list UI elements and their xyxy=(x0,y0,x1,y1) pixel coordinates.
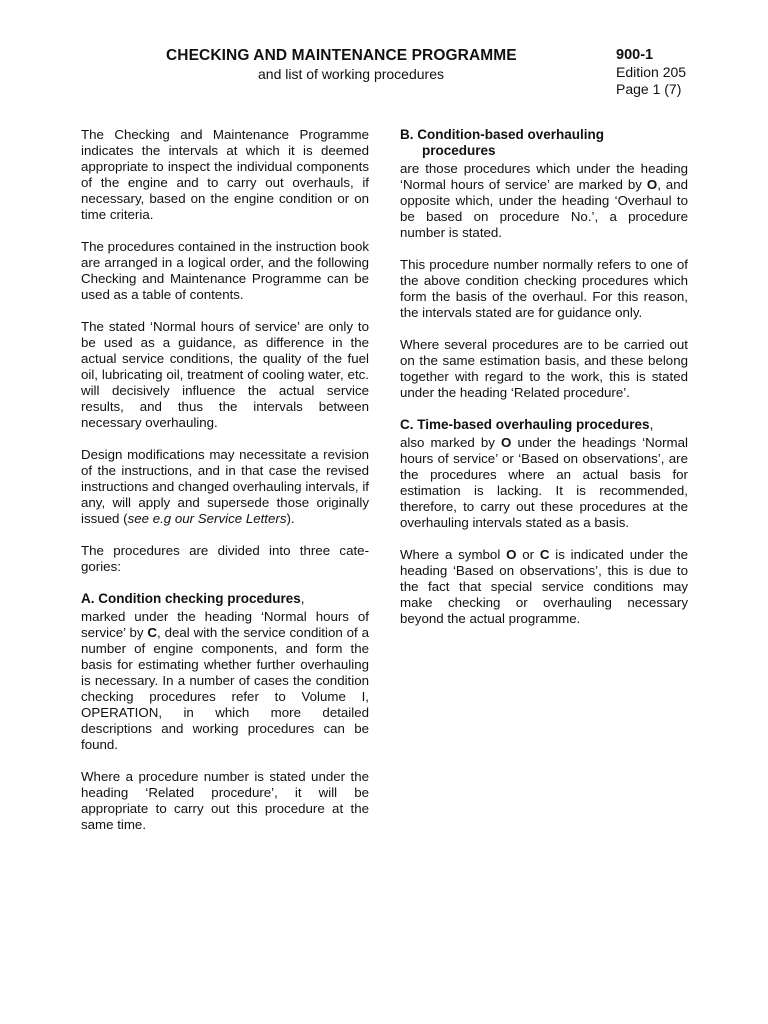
page-number: Page 1 (7) xyxy=(616,81,682,97)
section-c-text-end: under the headings ‘Normal hours of service’ or ‘Based on observations’, are the procedures where an actual basis for estimation is lacking. It is recommended, therefore, to carry out these procedures at the overhauling intervals stated as a basis. xyxy=(400,435,688,530)
section-a-text-end: , deal with the service condition of a number of engine components, and form the basis for estimating whether further overhauling is necessary. In a number of cases the condition checking procedures refer to Volume I, OPERATION, in which more detailed descriptions and working procedures can be found. xyxy=(81,625,370,752)
section-a-comma: , xyxy=(300,591,305,606)
design-mod-text-end: ). xyxy=(286,511,295,526)
symbol-note-or: or xyxy=(516,547,540,562)
edition-label: Edition 205 xyxy=(616,64,687,80)
several-procedures-paragraph: Where several procedures are to be carried out on the same estimation basis, and these belong together with regard to the work, this is stated under the heading ‘Related procedure’. xyxy=(400,337,688,400)
related-procedure-paragraph: Where a procedure number is stated under the heading ‘Related procedure’, it will be appropriate to carry out this procedure at the same time. xyxy=(81,769,369,832)
symbol-note-text-end: is indicated under the heading ‘Based on observations’, this is due to the fact that special service conditions may make checking or overhauling necessary beyond the actual programme. xyxy=(400,547,688,626)
section-b-text: are those procedures which under the heading ‘Normal hours of service’ are marked by xyxy=(400,161,688,192)
design-mod-text: Design modifications may necessitate a revision of the instructions, and in that case the revised instructions and changed overhauling intervals, if any, will apply and supersede those originally issued ( xyxy=(81,447,369,526)
section-b-heading xyxy=(400,127,688,159)
symbol-note-paragraph xyxy=(400,547,688,627)
section-b-title-line2: procedures xyxy=(422,143,496,158)
document-subtitle: and list of working procedures xyxy=(258,66,444,82)
normal-hours-paragraph: The stated ‘Normal hours of service’ are only to be used as a guidance, as difference in the actual service conditions, the quality of the fuel oil, lubricating oil, treatment of cooling water, etc. will decisively influence the actual service results, and thus the intervals between necessary overhauling. xyxy=(81,319,369,430)
service-letters-reference: see e.g our Service Letters xyxy=(127,511,287,526)
section-c-title: C. Time-based overhauling procedures xyxy=(400,417,650,432)
symbol-c: C xyxy=(539,547,550,562)
symbol-note-text: Where a symbol xyxy=(400,547,507,562)
section-a-paragraph xyxy=(81,609,369,753)
symbol-o: O xyxy=(506,547,517,562)
section-c-heading xyxy=(400,417,688,433)
document-meta xyxy=(616,47,686,98)
design-modifications-paragraph xyxy=(81,447,369,527)
right-column xyxy=(400,127,688,643)
section-a-heading xyxy=(81,591,369,607)
section-c-paragraph xyxy=(400,435,688,531)
section-b-title-line1: B. Condition-based overhauling xyxy=(400,127,605,142)
logical-order-paragraph: The procedures contained in the instruction book are arranged in a logical order, and the following Checking and Maintenance Programme can be used as a table of contents. xyxy=(81,239,369,302)
left-column xyxy=(81,127,369,849)
categories-paragraph: The procedures are divided into three categories: xyxy=(81,543,369,574)
section-c-comma: , xyxy=(649,417,654,432)
section-a-text: marked under the heading ‘Normal hours of service’ by xyxy=(81,609,369,640)
symbol-c: C xyxy=(147,625,158,640)
section-a-title: A. Condition checking procedures xyxy=(81,591,301,606)
intro-paragraph: The Checking and Maintenance Programme indicates the intervals at which it is deemed appropriate to inspect the individual components of the engine and to carry out overhauls, if necessary, based on the engine condition or on time criteria. xyxy=(81,127,369,222)
document-number: 900-1 xyxy=(616,47,654,63)
section-b-paragraph xyxy=(400,161,688,241)
document-title: CHECKING AND MAINTENANCE PROGRAMME xyxy=(166,47,517,64)
procedure-number-paragraph: This procedure number normally refers to one of the above condition checking procedures which form the basis of the overhaul. For this reason, the intervals stated are for guidance only. xyxy=(400,257,688,320)
section-b-text-end: , and opposite which, under the heading ‘Overhaul to be based on procedure No.’, a procedure number is stated. xyxy=(400,177,688,240)
section-c-text: also marked by xyxy=(400,435,502,450)
symbol-o: O xyxy=(646,177,658,192)
symbol-o: O xyxy=(501,435,512,450)
